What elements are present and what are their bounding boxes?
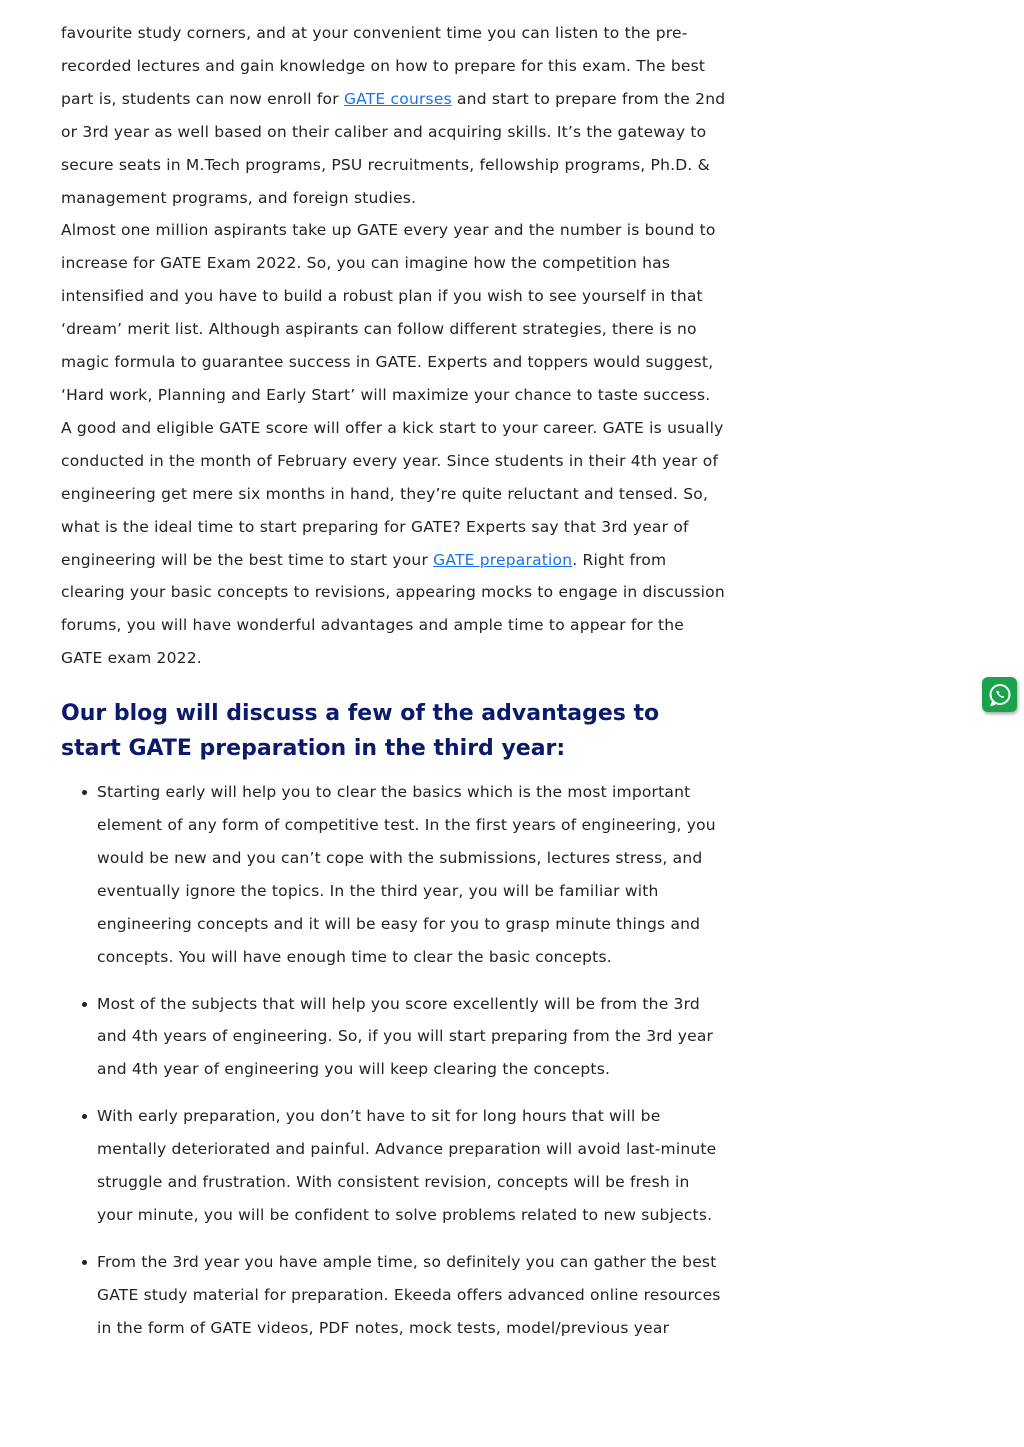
article-body [61,17,726,1359]
list-item [61,1246,726,1345]
list-item [61,776,726,973]
list-item [61,1100,726,1232]
gate-courses-link[interactable]: GATE courses [343,89,452,108]
intro-paragraph-1 [61,17,726,214]
whatsapp-icon [987,682,1013,708]
paragraph-text: favourite study corners, and at your convenient time you can listen to the pre-recorded lectures and gain knowledge on how to prepare for this exam. The best part is, students can now enroll for [61,24,706,108]
list-item-text: From the 3rd year you have ample time, so definitely you can gather the best GATE study material for preparation. Ekeeda offers advanced online resources in the form of GATE videos, PDF notes, mock tests, model/previous year [97,1252,721,1337]
paragraph-text: . Right from clearing your basic concepts to revisions, appearing mocks to engage in discussion forums, you will have wonderful advantages and ample time to appear for the GATE exam 2022. [61,550,725,668]
advantages-list [61,776,726,1345]
list-item-text: Starting early will help you to clear the basics which is the most important element of any form of competitive test. In the first years of engineering, you would be new and you can’t cope with the submissions, lectures stress, and eventually ignore the topics. In the third year, you will be familiar with engineering concepts and it will be easy for you to grasp minute things and concepts. You will have enough time to clear the basic concepts. [97,783,716,966]
list-item-text: With early preparation, you don’t have to sit for long hours that will be mentally deteriorated and painful. Advance preparation will avoid last-minute struggle and frustration. With consistent revision, concepts will be fresh in your minute, you will be confident to solve problems related to new subjects. [97,1107,717,1224]
paragraph-text: and start to prepare from the 2nd or 3rd year as well based on their caliber and acquiring skills. It’s the gateway to secure seats in M.Tech programs, PSU recruitments, fellowship programs, Ph.D. & management programs, and foreign studies. [61,89,726,207]
gate-preparation-link[interactable]: GATE preparation [433,550,573,569]
bullet-dot [82,1002,87,1007]
bullet-dot [82,790,87,795]
list-item [61,988,726,1087]
bullet-dot [82,1114,87,1119]
bullet-dot [82,1260,87,1265]
list-item-text: Most of the subjects that will help you score excellently will be from the 3rd and 4th years of engineering. So, if you will start preparing from the 3rd year and 4th year of engineering you will keep clearing the concepts. [97,994,714,1079]
section-heading: Our blog will discuss a few of the advantages to start GATE preparation in the third year: [61,701,660,762]
intro-paragraph-2 [61,214,726,675]
paragraph-text: Almost one million aspirants take up GATE every year and the number is bound to increase for GATE Exam 2022. So, you can imagine how the competition has intensified and you have to build a robust plan if you wish to see yourself in that ‘dream’ merit list. Although aspirants can follow different strategies, there is no magic formula to guarantee success in GATE. Experts and toppers would suggest, ‘Hard work, Planning and Early Start’ will maximize your chance to taste success. A good and eligible GATE score will offer a kick start to your career. GATE is usually conducted in the month of February every year. Since students in their 4th year of engineering get mere six months in hand, they’re quite reluctant and tensed. So, what is the ideal time to start preparing for GATE? Experts say that 3rd year of engineering will be the best time to start your [61,221,724,569]
whatsapp-chat-button[interactable] [982,677,1017,712]
